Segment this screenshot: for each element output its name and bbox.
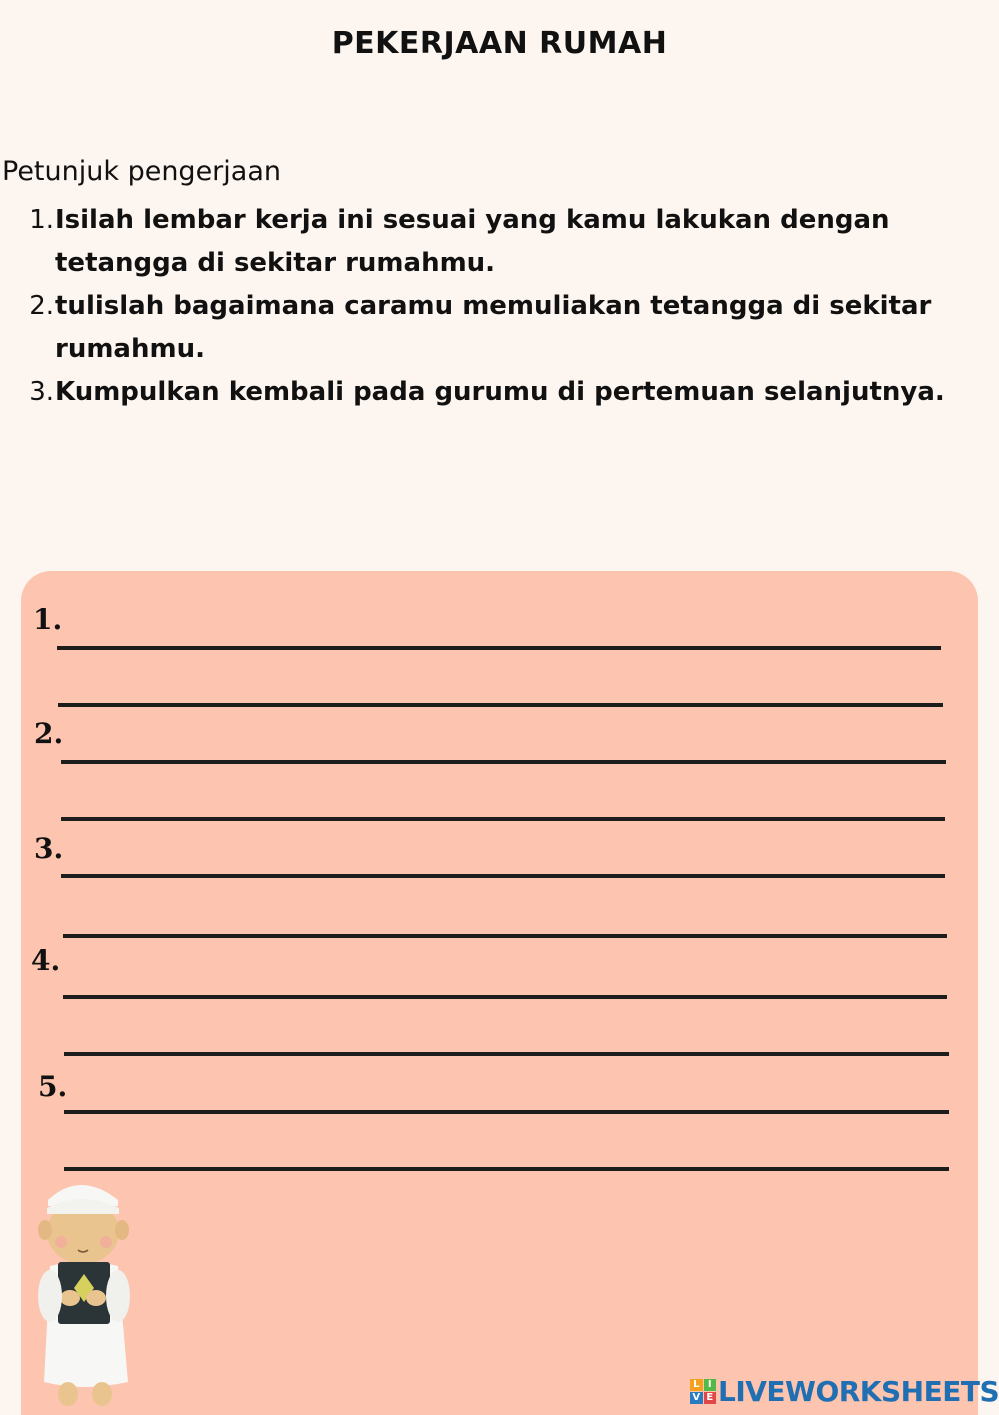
instruction-text: tulislah bagaimana caramu memuliakan tetangga di sekitar rumahmu. (55, 291, 932, 364)
answer-label: 1. (33, 603, 63, 636)
answer-label: 4. (31, 944, 61, 977)
instruction-number: 1. (29, 205, 54, 235)
answer-line[interactable] (63, 995, 947, 999)
instruction-text: Kumpulkan kembali pada gurumu di pertemuan selanjutnya. (55, 377, 945, 407)
page-title: PEKERJAAN RUMAH (331, 26, 668, 61)
answer-label: 5. (38, 1070, 68, 1103)
instruction-number: 3. (29, 377, 54, 407)
logo-text: LIVEWORKSHEETS (718, 1374, 999, 1408)
student-illustration (20, 1170, 140, 1410)
answer-line[interactable] (57, 646, 941, 650)
instruction-number: 2. (29, 291, 54, 321)
instruction-item (0, 199, 990, 285)
answer-line[interactable] (58, 703, 943, 707)
answer-line[interactable] (61, 874, 945, 878)
liveworksheets-logo-icon: L I V E (690, 1379, 716, 1403)
answer-label: 2. (34, 717, 64, 750)
instruction-item (0, 285, 990, 371)
answer-label: 3. (34, 832, 64, 865)
answer-line[interactable] (64, 1052, 949, 1056)
instructions-heading: Petunjuk pengerjaan (2, 156, 281, 187)
liveworksheets-logo (690, 1374, 999, 1408)
answer-line[interactable] (61, 760, 946, 764)
answer-line[interactable] (64, 1167, 949, 1171)
instruction-text: Isilah lembar kerja ini sesuai yang kamu lakukan dengan tetangga di sekitar rumahmu. (55, 205, 890, 278)
instructions-list (0, 199, 990, 414)
answer-card (21, 571, 978, 1415)
answer-line[interactable] (63, 934, 947, 938)
answer-line[interactable] (61, 817, 945, 821)
answer-line[interactable] (64, 1110, 949, 1114)
instruction-item (0, 371, 990, 414)
